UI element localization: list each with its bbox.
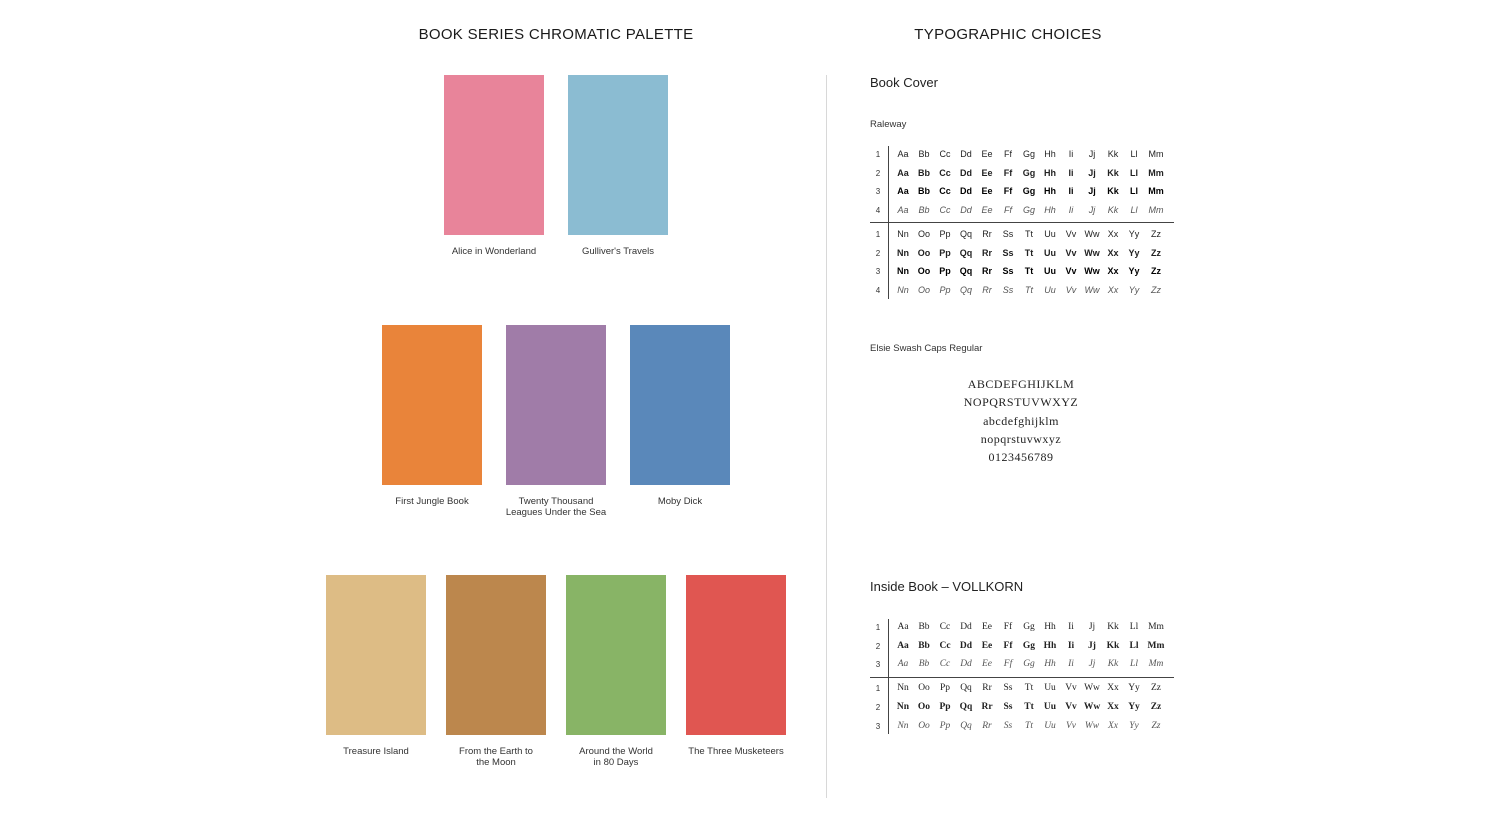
glyph-cell: Ee — [981, 205, 993, 216]
row-number: 4 — [875, 206, 881, 216]
glyph-cell: Ff — [1004, 149, 1012, 159]
book-swatch — [444, 75, 544, 257]
glyph-cell: Jj — [1088, 622, 1096, 632]
glyph-cell: Ww — [1084, 266, 1100, 277]
specimen-line: abcdefghijklm — [983, 413, 1059, 428]
glyph-cell: Qq — [959, 228, 972, 239]
glyph-cell: Pp — [939, 683, 951, 694]
glyph-cell: Rr — [982, 720, 992, 731]
glyph-row — [870, 658, 1180, 672]
glyph-cell: Ee — [981, 167, 993, 178]
glyph-cell: Jj — [1088, 149, 1096, 159]
glyph-cell: Bb — [918, 640, 930, 651]
book-swatch — [686, 575, 786, 757]
glyph-cell: Xx — [1107, 247, 1119, 258]
glyph-cell: Qq — [959, 701, 973, 712]
glyph-cell: Ff — [1003, 640, 1013, 651]
glyph-cell: Ww — [1083, 701, 1101, 712]
book-swatch — [568, 75, 668, 257]
glyph-cell: Ii — [1068, 167, 1074, 178]
row-number: 3 — [875, 660, 881, 670]
glyph-cell: Ff — [1003, 186, 1013, 197]
glyph-row — [870, 265, 1180, 279]
glyph-cell: Vv — [1065, 701, 1077, 712]
glyph-cell: Kk — [1107, 186, 1119, 197]
glyph-cell: Ll — [1129, 622, 1139, 632]
glyph-cell: Bb — [918, 659, 930, 670]
glyph-cell: Oo — [918, 720, 930, 731]
swatch-color — [326, 575, 426, 735]
glyph-cell: Kk — [1107, 149, 1119, 159]
glyph-cell: Qq — [960, 720, 972, 731]
glyph-cell: Hh — [1044, 186, 1056, 197]
glyph-cell: Cc — [939, 659, 951, 670]
swatch-color — [382, 325, 482, 485]
glyph-cell: Yy — [1128, 284, 1140, 295]
typography-heading: TYPOGRAPHIC CHOICES — [914, 26, 1102, 43]
glyph-cell: Gg — [1022, 186, 1036, 197]
book-swatch — [505, 325, 607, 518]
glyph-row — [870, 720, 1180, 734]
glyph-cell: Ss — [1003, 701, 1013, 712]
glyph-cell: Rr — [981, 701, 993, 712]
glyph-cell: Dd — [959, 640, 973, 651]
glyph-cell: Dd — [960, 149, 972, 159]
glyph-cell: Tt — [1024, 683, 1034, 694]
glyph-cell: Mm — [1147, 640, 1165, 651]
glyph-cell: Yy — [1128, 683, 1140, 694]
swatch-color — [630, 325, 730, 485]
glyph-cell: Vv — [1065, 247, 1077, 258]
glyph-cell: Ss — [1003, 683, 1013, 694]
glyph-cell: Rr — [981, 266, 992, 277]
swatch-label: Gulliver's Travels — [581, 246, 655, 257]
row-number: 1 — [875, 229, 881, 239]
swatch-label: Alice in Wonderland — [451, 246, 537, 257]
glyph-cell: Ll — [1129, 640, 1139, 651]
glyph-cell: Qq — [959, 284, 972, 295]
glyph-cell: Oo — [918, 683, 930, 694]
table-horizontal-rule — [870, 222, 1174, 223]
glyph-cell: Ss — [1003, 720, 1013, 731]
row-number: 3 — [875, 721, 881, 731]
glyph-cell: Ff — [1003, 167, 1013, 178]
glyph-cell: Oo — [917, 284, 930, 295]
glyph-cell: Kk — [1106, 640, 1120, 651]
glyph-cell: Zz — [1151, 247, 1161, 258]
swatch-color — [446, 575, 546, 735]
row-number: 2 — [875, 702, 881, 712]
glyph-cell: Mm — [1148, 186, 1164, 197]
glyph-row — [870, 148, 1180, 162]
glyph-row — [870, 167, 1180, 181]
glyph-cell: Nn — [897, 228, 909, 239]
glyph-cell: Kk — [1107, 205, 1119, 216]
book-swatch — [630, 325, 730, 507]
glyph-row — [870, 682, 1180, 696]
glyph-cell: Ee — [981, 659, 993, 670]
glyph-cell: Jj — [1088, 205, 1096, 216]
swatch-color — [566, 575, 666, 735]
glyph-cell: Dd — [960, 167, 972, 178]
glyph-cell: Ee — [981, 186, 993, 197]
glyph-cell: Ll — [1130, 659, 1138, 670]
glyph-cell: Mm — [1148, 622, 1164, 632]
glyph-cell: Jj — [1088, 640, 1096, 651]
palette-heading: BOOK SERIES CHROMATIC PALETTE — [418, 26, 694, 43]
glyph-cell: Ss — [1002, 228, 1014, 239]
glyph-cell: Xx — [1107, 701, 1119, 712]
glyph-cell: Gg — [1022, 149, 1035, 159]
glyph-cell: Jj — [1088, 659, 1096, 670]
glyph-cell: Uu — [1044, 284, 1056, 295]
glyph-row — [870, 185, 1180, 199]
glyph-cell: Rr — [982, 284, 992, 295]
book-cover-title: Book Cover — [870, 75, 938, 90]
glyph-cell: Jj — [1088, 186, 1096, 197]
glyph-cell: Ii — [1067, 640, 1075, 651]
glyph-cell: Pp — [939, 228, 951, 239]
glyph-cell: Ww — [1084, 228, 1100, 239]
glyph-cell: Oo — [917, 247, 931, 258]
specimen-line: ABCDEFGHIJKLM — [967, 377, 1075, 391]
swatch-label: Moby Dick — [657, 496, 703, 507]
swatch-color — [686, 575, 786, 735]
glyph-cell: Zz — [1150, 683, 1162, 694]
glyph-cell: Vv — [1065, 266, 1077, 277]
glyph-cell: Ii — [1068, 205, 1074, 216]
row-number: 4 — [875, 285, 881, 295]
glyph-cell: Cc — [939, 149, 951, 159]
row-number: 1 — [875, 150, 881, 159]
glyph-cell: Oo — [917, 266, 931, 277]
glyph-cell: Uu — [1044, 247, 1056, 258]
glyph-cell: Kk — [1107, 659, 1119, 670]
glyph-cell: Yy — [1128, 266, 1140, 277]
swatch-label: Twenty Thousand Leagues Under the Sea — [505, 496, 607, 518]
glyph-row — [870, 701, 1180, 715]
glyph-cell: Xx — [1107, 720, 1119, 731]
glyph-cell: Cc — [939, 205, 951, 216]
glyph-cell: Aa — [897, 149, 909, 159]
column-divider — [826, 75, 827, 798]
glyph-cell: Ff — [1004, 205, 1012, 216]
glyph-cell: Xx — [1107, 266, 1119, 277]
glyph-cell: Gg — [1022, 640, 1036, 651]
glyph-cell: Ff — [1003, 622, 1013, 632]
glyph-cell: Aa — [897, 205, 909, 216]
table-horizontal-rule — [870, 677, 1174, 678]
swatch-label: Around the World in 80 Days — [579, 746, 653, 768]
glyph-cell: Ww — [1084, 683, 1100, 694]
glyph-cell: Ee — [981, 622, 993, 632]
glyph-cell: Yy — [1129, 720, 1139, 731]
elsie-specimen — [921, 375, 1121, 466]
glyph-cell: Aa — [897, 186, 909, 197]
glyph-cell: Ee — [981, 149, 993, 159]
glyph-row — [870, 228, 1180, 242]
glyph-cell: Ll — [1130, 167, 1138, 178]
glyph-cell: Gg — [1023, 659, 1035, 670]
glyph-cell: Ss — [1002, 247, 1014, 258]
glyph-cell: Bb — [918, 167, 930, 178]
glyph-cell: Ss — [1002, 266, 1014, 277]
swatch-label: First Jungle Book — [395, 496, 469, 507]
glyph-cell: Cc — [939, 167, 951, 178]
glyph-cell: Cc — [939, 622, 951, 632]
glyph-cell: Kk — [1107, 167, 1119, 178]
glyph-cell: Xx — [1107, 284, 1119, 295]
glyph-cell: Hh — [1044, 659, 1056, 670]
glyph-cell: Nn — [897, 247, 909, 258]
glyph-cell: Tt — [1025, 720, 1033, 731]
glyph-cell: Aa — [897, 659, 909, 670]
glyph-cell: Nn — [897, 720, 909, 731]
glyph-cell: Yy — [1128, 701, 1140, 712]
glyph-row — [870, 640, 1180, 654]
glyph-cell: Ii — [1068, 659, 1074, 670]
glyph-cell: Hh — [1043, 640, 1057, 651]
row-number: 3 — [875, 187, 881, 197]
glyph-cell: Yy — [1128, 247, 1140, 258]
glyph-cell: Vv — [1065, 284, 1077, 295]
glyph-cell: Tt — [1025, 228, 1033, 239]
glyph-cell: Gg — [1022, 167, 1036, 178]
glyph-cell: Ss — [1002, 284, 1014, 295]
glyph-cell: Bb — [918, 186, 930, 197]
row-number: 2 — [875, 248, 881, 258]
glyph-row — [870, 284, 1180, 298]
glyph-cell: Nn — [897, 284, 909, 295]
glyph-cell: Zz — [1151, 284, 1161, 295]
glyph-cell: Vv — [1065, 683, 1077, 694]
specimen-line: NOPQRSTUVWXYZ — [963, 395, 1079, 410]
glyph-cell: Bb — [918, 622, 930, 632]
glyph-cell: Oo — [917, 701, 931, 712]
row-number: 1 — [875, 684, 881, 694]
glyph-cell: Aa — [897, 640, 909, 651]
glyph-cell: Oo — [917, 228, 930, 239]
raleway-font-name: Raleway — [870, 119, 907, 130]
glyph-cell: Pp — [939, 284, 951, 295]
glyph-cell: Dd — [960, 205, 972, 216]
glyph-cell: Vv — [1065, 720, 1077, 731]
glyph-cell: Aa — [897, 622, 909, 632]
glyph-cell: Bb — [918, 149, 930, 159]
glyph-cell: Pp — [939, 720, 951, 731]
glyph-cell: Pp — [939, 701, 951, 712]
glyph-row — [870, 247, 1180, 261]
glyph-cell: Nn — [896, 701, 910, 712]
glyph-cell: Nn — [897, 266, 909, 277]
glyph-cell: Uu — [1043, 701, 1057, 712]
glyph-cell: Uu — [1044, 720, 1056, 731]
row-number: 2 — [875, 641, 881, 651]
book-swatch — [326, 575, 426, 757]
glyph-cell: Uu — [1044, 228, 1056, 239]
glyph-cell: Jj — [1088, 167, 1096, 178]
glyph-cell: Rr — [982, 683, 992, 694]
glyph-cell: Yy — [1128, 228, 1140, 239]
glyph-cell: Tt — [1024, 266, 1034, 277]
glyph-cell: Zz — [1151, 266, 1161, 277]
elsie-font-name: Elsie Swash Caps Regular — [870, 343, 983, 354]
glyph-cell: Mm — [1148, 149, 1164, 159]
glyph-cell: Zz — [1151, 720, 1161, 731]
glyph-cell: Gg — [1022, 205, 1035, 216]
swatch-color — [506, 325, 606, 485]
glyph-cell: Ee — [981, 640, 993, 651]
glyph-cell: Tt — [1024, 247, 1034, 258]
glyph-cell: Cc — [939, 640, 951, 651]
glyph-cell: Ww — [1084, 247, 1100, 258]
swatch-label: The Three Musketeers — [688, 746, 784, 757]
glyph-cell: Hh — [1044, 149, 1056, 159]
swatch-label: Treasure Island — [343, 746, 409, 757]
glyph-cell: Nn — [897, 683, 909, 694]
inside-book-title: Inside Book – VOLLKORN — [870, 579, 1024, 594]
glyph-cell: Ii — [1068, 186, 1074, 197]
glyph-cell: Uu — [1044, 683, 1056, 694]
glyph-cell: Gg — [1023, 622, 1035, 632]
glyph-cell: Dd — [960, 186, 972, 197]
glyph-cell: Pp — [939, 266, 951, 277]
glyph-cell: Tt — [1024, 701, 1034, 712]
glyph-cell: Qq — [959, 266, 973, 277]
glyph-cell: Zz — [1151, 228, 1161, 239]
glyph-cell: Mm — [1148, 205, 1164, 216]
glyph-cell: Cc — [939, 186, 951, 197]
glyph-cell: Ww — [1084, 284, 1100, 295]
glyph-cell: Rr — [982, 228, 992, 239]
glyph-cell: Ll — [1130, 149, 1138, 159]
glyph-cell: Dd — [960, 622, 972, 632]
glyph-cell: Xx — [1107, 228, 1119, 239]
specimen-line: nopqrstuvwxyz — [980, 431, 1062, 446]
glyph-cell: Dd — [960, 659, 972, 670]
book-swatch — [566, 575, 666, 768]
glyph-cell: Kk — [1107, 622, 1119, 632]
glyph-cell: Ll — [1130, 186, 1138, 197]
row-number: 1 — [875, 623, 881, 632]
book-swatch — [382, 325, 482, 507]
glyph-cell: Mm — [1148, 659, 1164, 670]
glyph-cell: Ii — [1068, 622, 1074, 632]
swatch-color — [444, 75, 544, 235]
glyph-cell: Ff — [1003, 659, 1013, 670]
glyph-cell: Ll — [1130, 205, 1138, 216]
glyph-cell: Hh — [1044, 167, 1056, 178]
glyph-cell: Tt — [1025, 284, 1033, 295]
glyph-cell: Pp — [939, 247, 951, 258]
glyph-cell: Hh — [1044, 205, 1056, 216]
glyph-row — [870, 204, 1180, 218]
glyph-cell: Rr — [981, 247, 992, 258]
glyph-row — [870, 621, 1180, 635]
glyph-cell: Vv — [1065, 228, 1077, 239]
specimen-line: 0123456789 — [988, 450, 1054, 465]
glyph-cell: Bb — [918, 205, 930, 216]
row-number: 3 — [875, 267, 881, 277]
glyph-cell: Aa — [897, 167, 909, 178]
glyph-cell: Hh — [1044, 622, 1056, 632]
row-number: 2 — [875, 168, 881, 178]
glyph-cell: Qq — [959, 247, 973, 258]
glyph-cell: Qq — [960, 683, 972, 694]
swatch-color — [568, 75, 668, 235]
glyph-cell: Uu — [1044, 266, 1056, 277]
book-swatch — [446, 575, 546, 768]
glyph-cell: Ii — [1068, 149, 1074, 159]
glyph-cell: Mm — [1148, 167, 1164, 178]
swatch-label: From the Earth to the Moon — [459, 746, 533, 768]
glyph-cell: Ww — [1084, 720, 1100, 731]
glyph-cell: Xx — [1107, 683, 1119, 694]
glyph-cell: Zz — [1150, 701, 1162, 712]
